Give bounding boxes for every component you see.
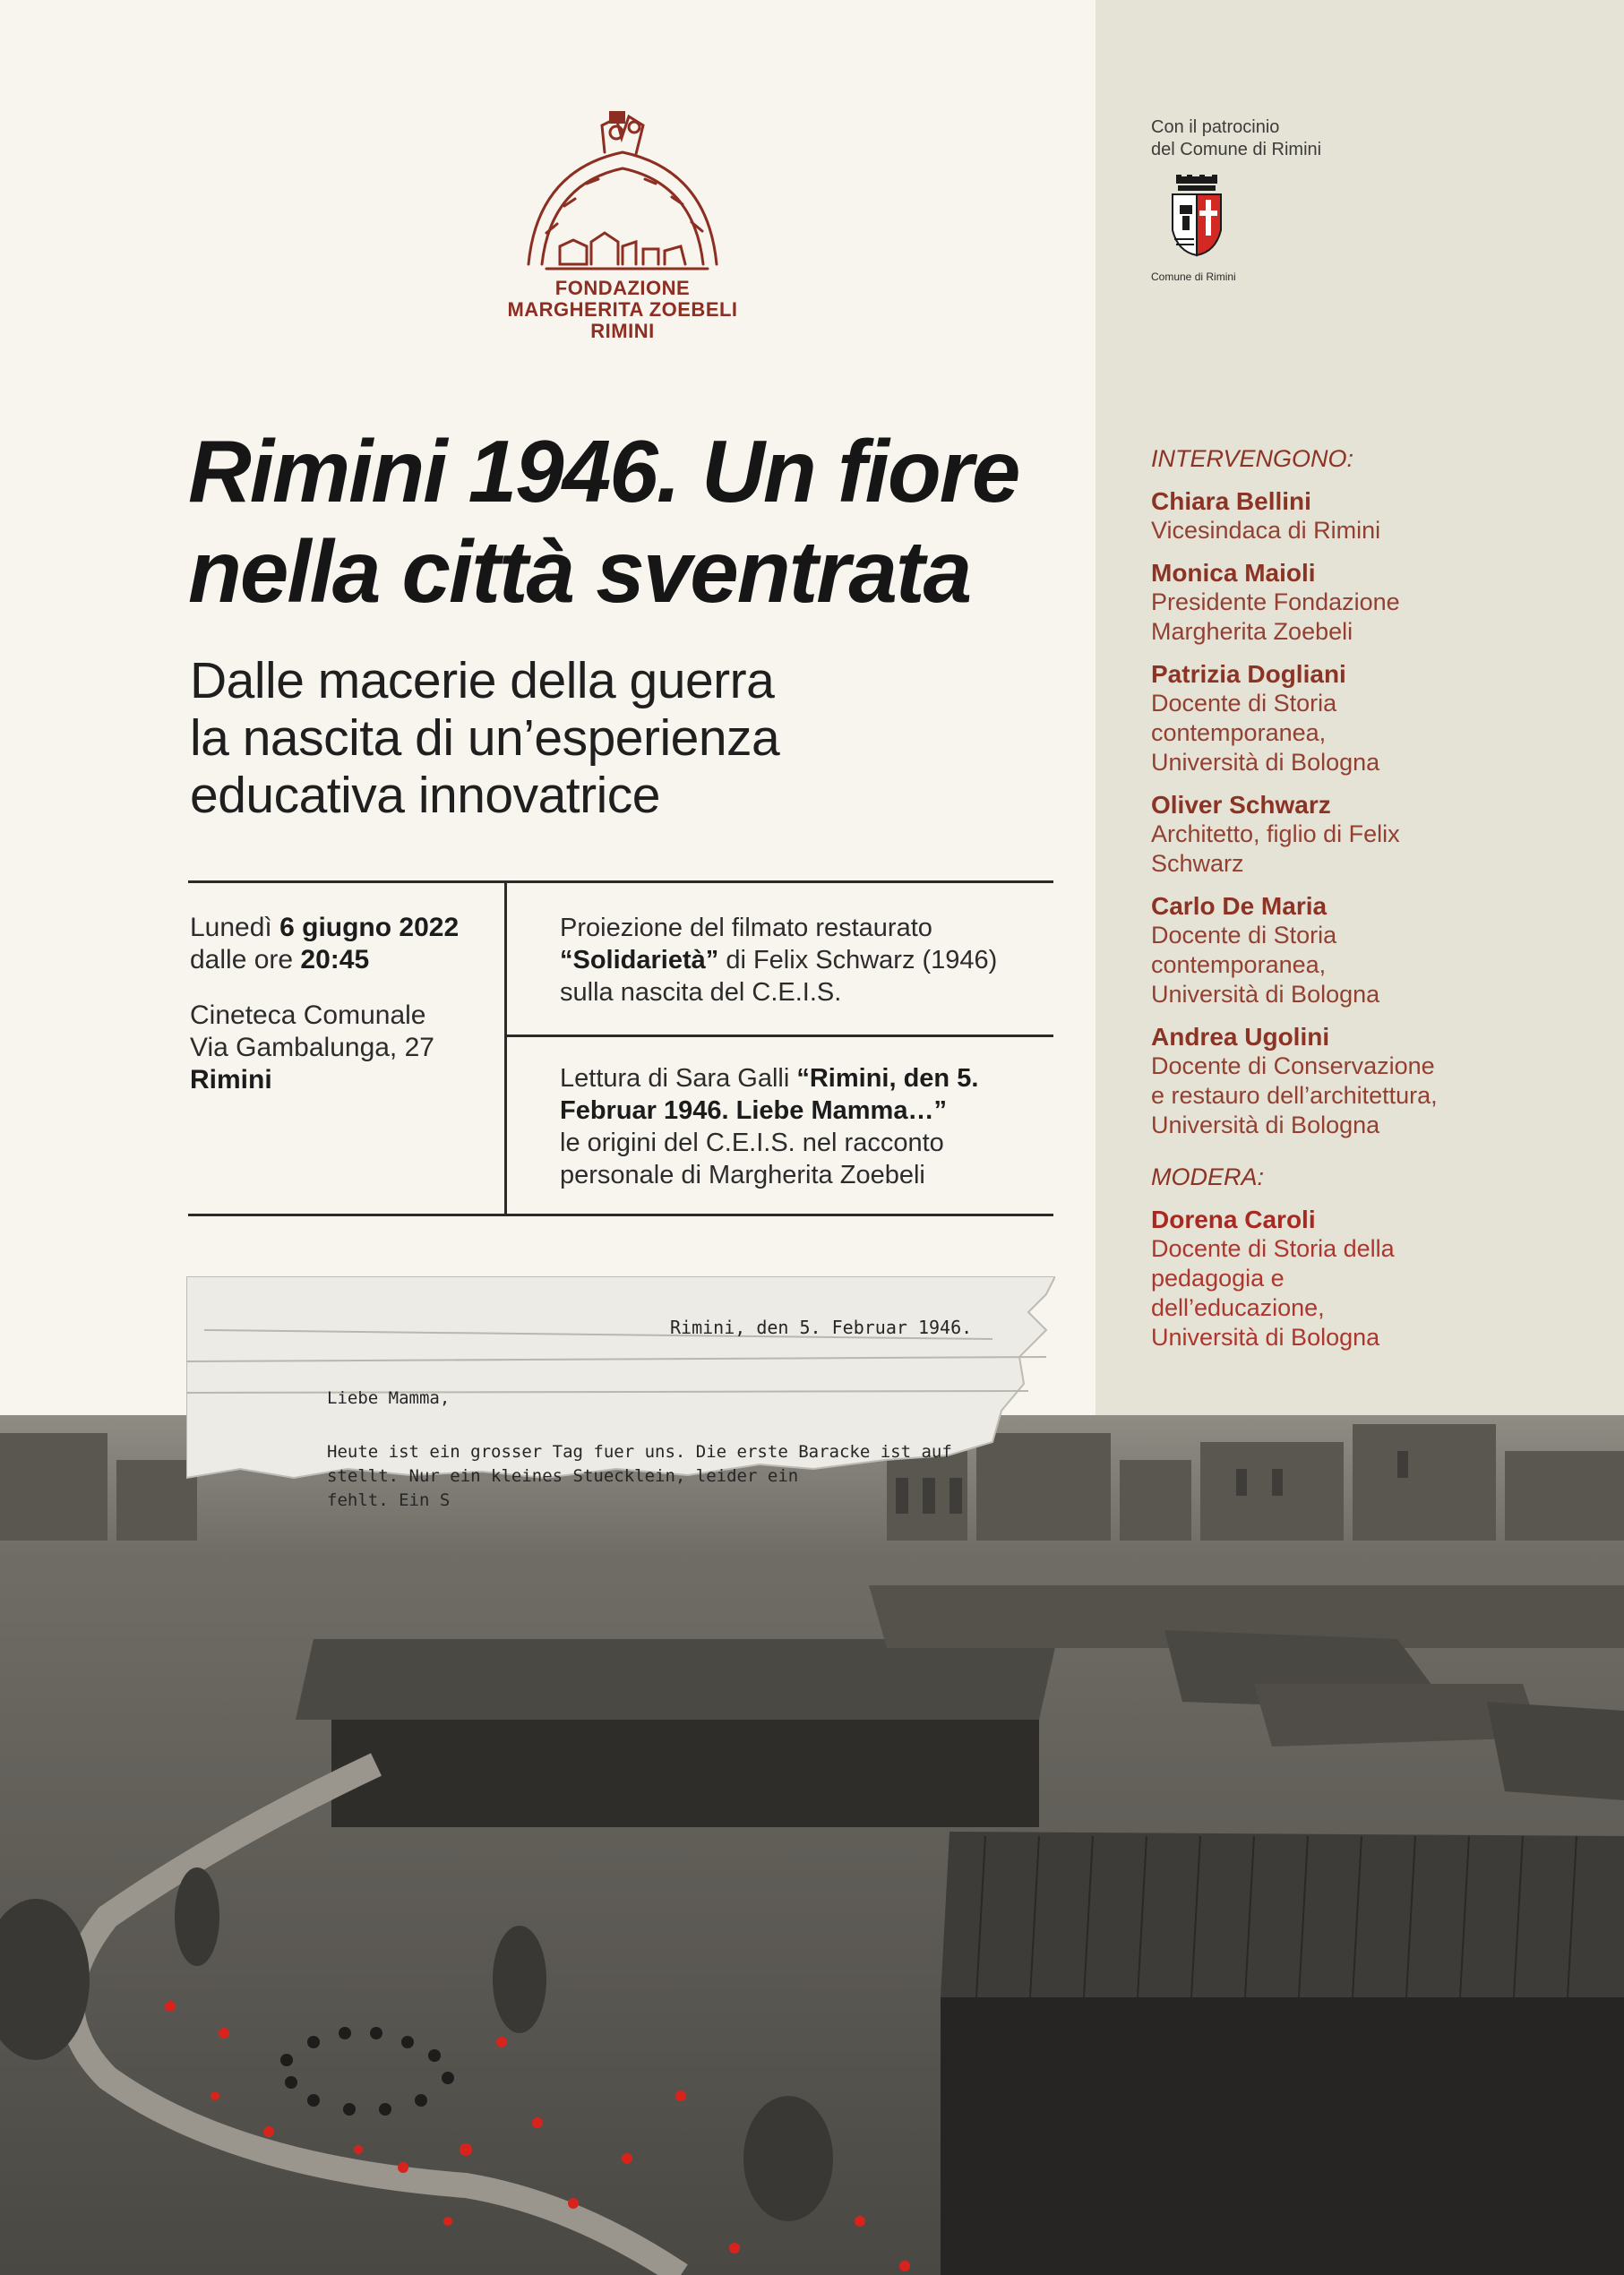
- program-item-screening: Proiezione del filmato restaurato “Solidarietà” di Felix Schwarz (1946) sulla nascita del C.E.I.S.: [560, 914, 998, 1007]
- speakers-list: [1151, 443, 1599, 1365]
- letter-dateline: Rimini, den 5. Februar 1946.: [670, 1317, 973, 1338]
- speaker-item: Andrea Ugolini Docente di Conservazione e restauro dell’architettura, Università di Bologna: [1151, 1023, 1438, 1138]
- moderator-label: MODERA:: [1151, 1163, 1265, 1190]
- event-time: dalle ore 20:45: [190, 945, 370, 974]
- moderator-item: Dorena Caroli Docente di Storia della pedagogia e dell’educazione, Università di Bologna: [1151, 1206, 1395, 1351]
- event-date: Lunedì 6 giugno 2022: [190, 913, 460, 942]
- page-title: Rimini 1946. Un fiore nella città sventrata: [188, 422, 1019, 621]
- speakers-label: INTERVENGONO:: [1151, 445, 1354, 472]
- info-bottom-divider: [188, 1214, 1053, 1216]
- program-divider: [506, 1034, 1053, 1037]
- letter-greeting: Liebe Mamma,: [327, 1388, 451, 1408]
- patronage-note: Con il patrocinio del Comune di Rimini: [1151, 117, 1322, 159]
- page-subtitle: Dalle macerie della guerra la nascita di un’esperienza educativa innovatrice: [190, 652, 780, 824]
- speaker-item: Chiara Bellini Vicesindaca di Rimini: [1151, 487, 1381, 544]
- info-top-divider: [188, 880, 1053, 883]
- program-item-reading: Lettura di Sara Galli “Rimini, den 5. Februar 1946. Liebe Mamma…” le origini del C.E.I.S. nel racconto personale di Margherita Zoebeli: [560, 1064, 979, 1189]
- speaker-item: Monica Maioli Presidente Fondazione Margherita Zoebeli: [1151, 559, 1400, 645]
- crest-caption: Comune di Rimini: [1151, 270, 1236, 283]
- letter-line: Heute ist ein grosser Tag fuer uns. Die erste Baracke ist auf: [327, 1442, 952, 1462]
- speaker-item: Oliver Schwarz Architetto, figlio di Felix Schwarz: [1151, 791, 1400, 877]
- letter-line: stellt. Nur ein kleines Stuecklein, leider ein: [327, 1466, 799, 1486]
- comune-rimini-crest-icon: [1169, 175, 1224, 269]
- info-column-divider: [504, 880, 507, 1215]
- speaker-item: Carlo De Maria Docente di Storia contemporanea, Università di Bologna: [1151, 892, 1380, 1008]
- event-details: [190, 912, 494, 1096]
- event-venue: Cineteca Comunale Via Gambalunga, 27 Rimini: [190, 1000, 434, 1095]
- historical-photo: [0, 1415, 1624, 2275]
- speaker-item: Patrizia Dogliani Docente di Storia contemporanea, Università di Bologna: [1151, 660, 1380, 776]
- letter-line: fehlt. Ein S: [327, 1490, 451, 1510]
- foundation-logo-text: FONDAZIONE MARGHERITA ZOEBELI RIMINI: [507, 277, 738, 342]
